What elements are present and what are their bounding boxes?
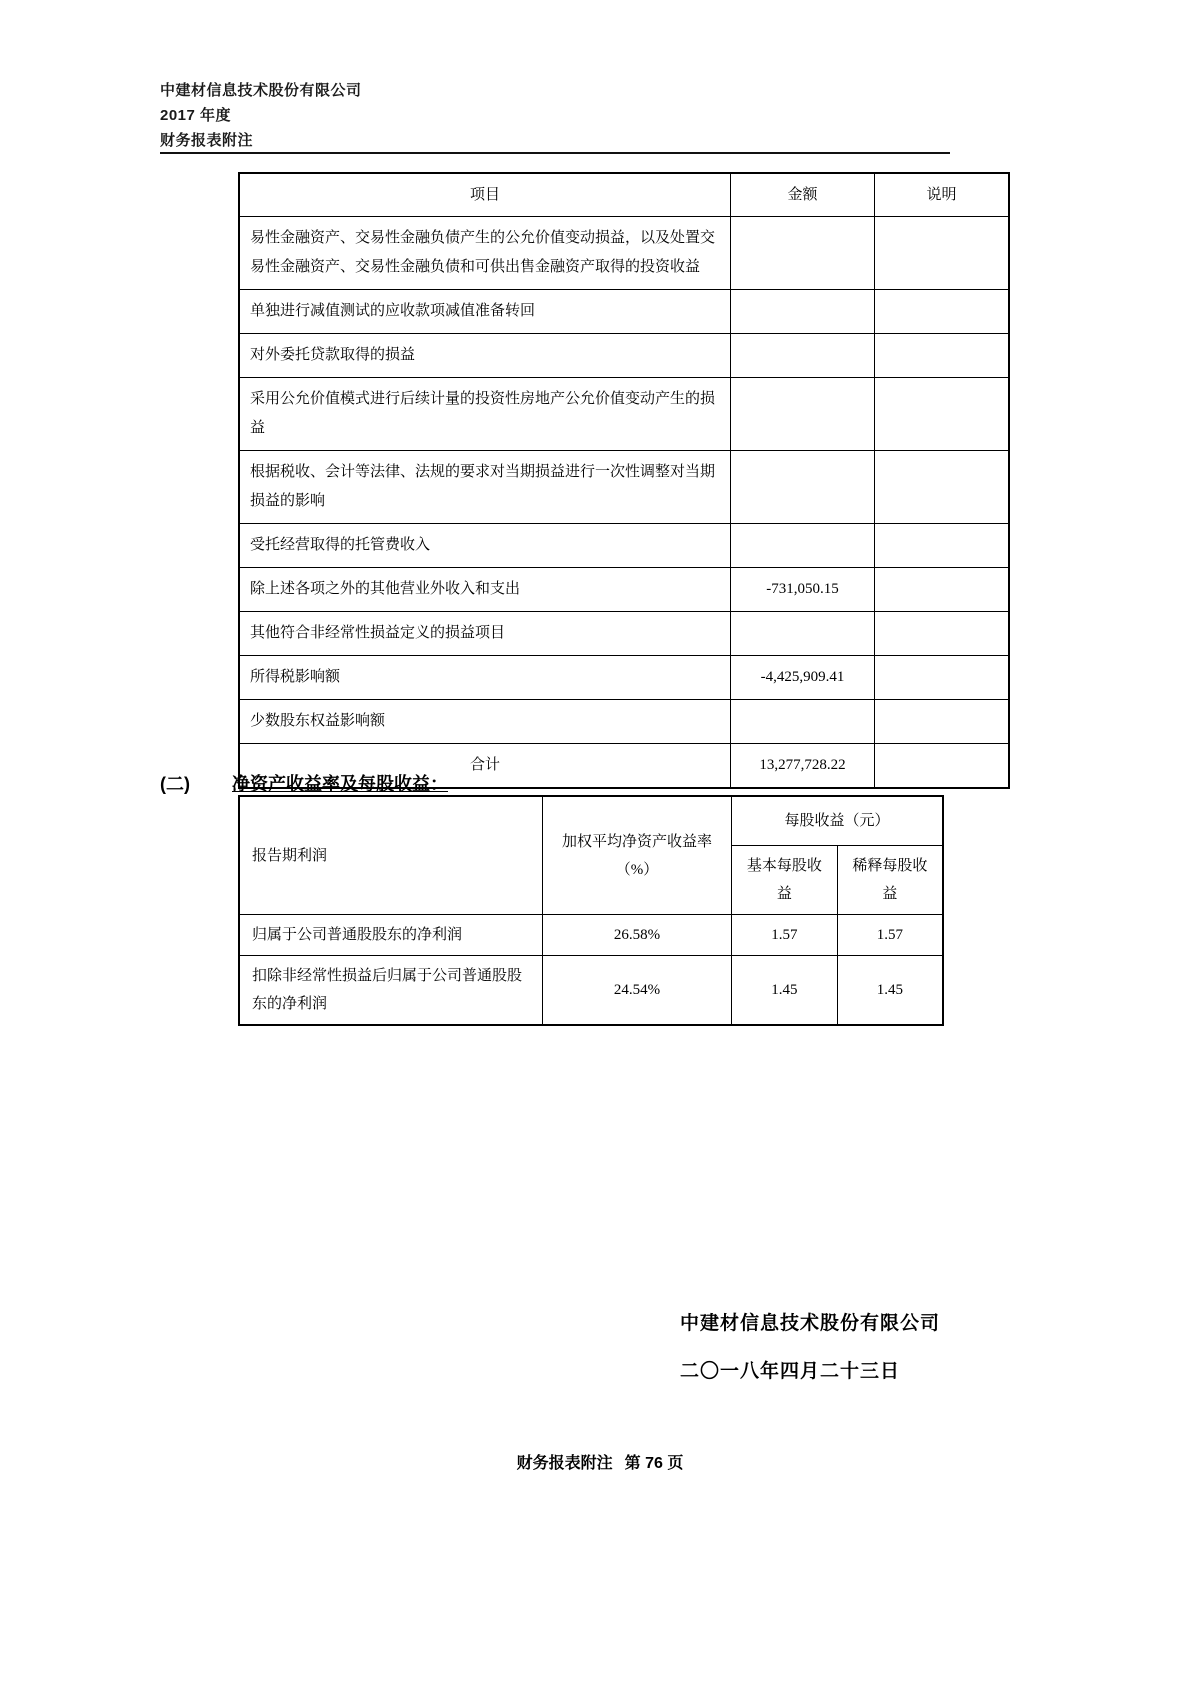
signature-block [680, 1300, 1100, 1396]
cell-amount [731, 290, 875, 334]
header-year: 2017 年度 [160, 107, 232, 124]
cell-item: 单独进行减值测试的应收款项减值准备转回 [239, 290, 731, 334]
table-row [239, 524, 1009, 568]
cell-amount [731, 612, 875, 656]
cell-amount [731, 378, 875, 451]
table-row [239, 378, 1009, 451]
signature-company: 中建材信息技术股份有限公司 [680, 1313, 941, 1334]
page-footer [0, 1450, 1200, 1473]
table-row [239, 656, 1009, 700]
cell-item: 所得税影响额 [239, 656, 731, 700]
col-header-roe: 加权平均净资产收益率（%） [543, 796, 732, 915]
col-header-note: 说明 [875, 173, 1010, 217]
table-row [239, 568, 1009, 612]
cell-note [875, 290, 1010, 334]
col-header-item: 项目 [239, 173, 731, 217]
document-header [160, 78, 950, 153]
table-row [239, 700, 1009, 744]
table-header-row [239, 173, 1009, 217]
cell-item: 根据税收、会计等法律、法规的要求对当期损益进行一次性调整对当期损益的影响 [239, 451, 731, 524]
cell-amount [731, 217, 875, 290]
footer-page-number: 第 76 页 [624, 1455, 684, 1472]
cell-note [875, 451, 1010, 524]
cell-amount [731, 700, 875, 744]
table-row [239, 334, 1009, 378]
cell-eps-diluted: 1.57 [837, 915, 943, 956]
cell-item: 受托经营取得的托管费收入 [239, 524, 731, 568]
col-header-eps-diluted: 稀释每股收益 [837, 846, 943, 915]
footer-label: 财务报表附注 [516, 1455, 613, 1472]
cell-total-amount: 13,277,728.22 [731, 744, 875, 789]
table-row [239, 956, 943, 1026]
header-company: 中建材信息技术股份有限公司 [160, 82, 362, 99]
table-row [239, 451, 1009, 524]
header-doc-title: 财务报表附注 [160, 132, 254, 149]
cell-total-label: 合计 [239, 744, 731, 789]
cell-item: 除上述各项之外的其他营业外收入和支出 [239, 568, 731, 612]
col-header-eps-basic: 基本每股收益 [732, 846, 838, 915]
cell-note [875, 700, 1010, 744]
cell-eps-diluted: 1.45 [837, 956, 943, 1026]
cell-profit-label: 归属于公司普通股股东的净利润 [239, 915, 543, 956]
cell-amount [731, 334, 875, 378]
cell-roe: 24.54% [543, 956, 732, 1026]
col-header-eps-group: 每股收益（元） [732, 796, 944, 846]
nonrecurring-items-table [238, 172, 1010, 789]
cell-item: 易性金融资产、交易性金融负债产生的公允价值变动损益，以及处置交易性金融资产、交易性金融负债和可供出售金融资产取得的投资收益 [239, 217, 731, 290]
table-header-row-1 [239, 796, 943, 846]
cell-note [875, 217, 1010, 290]
cell-amount: -4,425,909.41 [731, 656, 875, 700]
cell-item: 其他符合非经常性损益定义的损益项目 [239, 612, 731, 656]
table-row [239, 612, 1009, 656]
cell-amount: -731,050.15 [731, 568, 875, 612]
cell-note [875, 568, 1010, 612]
cell-note [875, 378, 1010, 451]
col-header-profit: 报告期利润 [239, 796, 543, 915]
cell-item: 采用公允价值模式进行后续计量的投资性房地产公允价值变动产生的损益 [239, 378, 731, 451]
section-heading [160, 770, 960, 796]
header-divider [160, 152, 950, 154]
table-row [239, 217, 1009, 290]
cell-roe: 26.58% [543, 915, 732, 956]
cell-note [875, 334, 1010, 378]
section-title: 净资产收益率及每股收益： [232, 774, 448, 794]
cell-eps-basic: 1.45 [732, 956, 838, 1026]
cell-note [875, 656, 1010, 700]
cell-amount [731, 451, 875, 524]
roe-eps-table [238, 795, 944, 1026]
cell-note [875, 524, 1010, 568]
cell-item: 对外委托贷款取得的损益 [239, 334, 731, 378]
cell-eps-basic: 1.57 [732, 915, 838, 956]
table-row [239, 290, 1009, 334]
col-header-amount: 金额 [731, 173, 875, 217]
section-number: (二) [160, 774, 190, 794]
cell-amount [731, 524, 875, 568]
table-row [239, 915, 943, 956]
cell-item: 少数股东权益影响额 [239, 700, 731, 744]
cell-profit-label: 扣除非经常性损益后归属于公司普通股股东的净利润 [239, 956, 543, 1026]
signature-date: 二〇一八年四月二十三日 [680, 1361, 901, 1382]
cell-note [875, 612, 1010, 656]
